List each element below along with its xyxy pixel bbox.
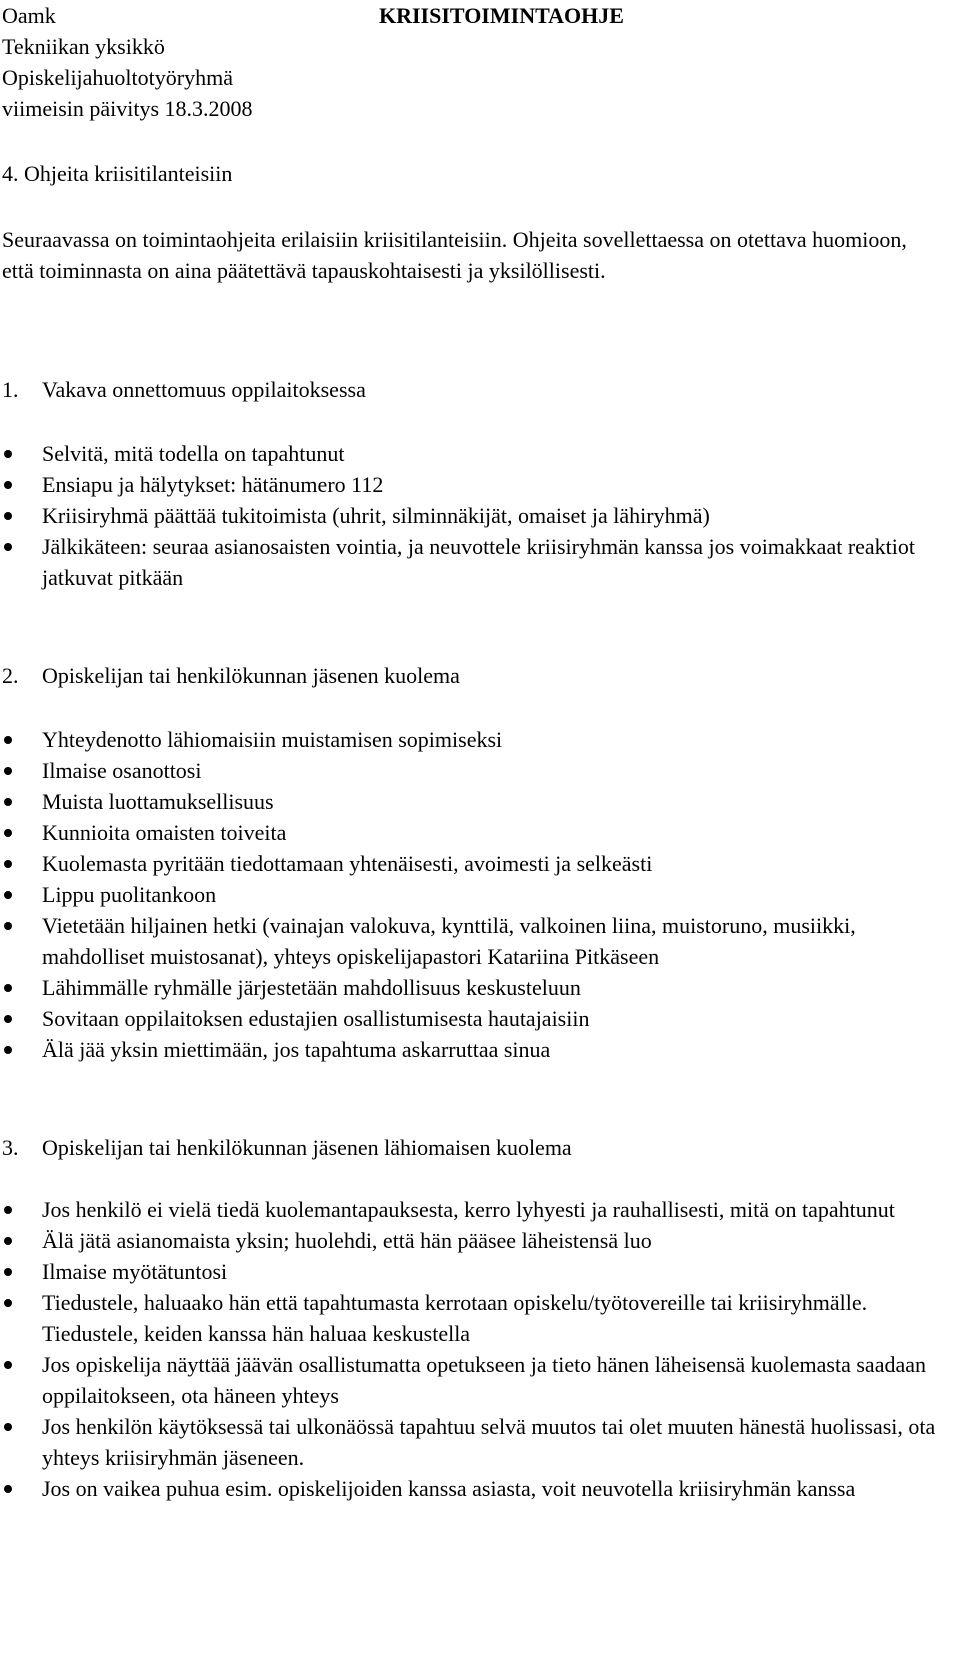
section-number: 1. xyxy=(2,377,19,402)
bullet-icon xyxy=(4,1299,12,1307)
section-title xyxy=(2,1132,572,1163)
bullet-icon xyxy=(4,767,12,775)
bullet-icon xyxy=(4,829,12,837)
list-item: Yhteydenotto lähiomaisiin muistamisen sopimiseksi xyxy=(2,724,942,755)
bullet-icon xyxy=(4,984,12,992)
document-title: KRIISITOIMINTAOHJE xyxy=(379,3,624,28)
list-item: Ilmaise osanottosi xyxy=(2,755,942,786)
org-line: Tekniikan yksikkö xyxy=(2,34,165,59)
intro-paragraph: Seuraavassa on toimintaohjeita erilaisiin kriisitilanteisiin. Ohjeita sovellettaessa on otettava huomioon, että toiminnasta on aina päätettävä tapauskohtaisesti ja yksilöllisesti. xyxy=(2,227,907,283)
document-page xyxy=(2,0,952,1653)
page-heading: 4. Ohjeita kriisitilanteisiin xyxy=(2,161,233,186)
bullet-list xyxy=(2,1194,942,1504)
bullet-list xyxy=(2,724,942,1065)
section-title xyxy=(2,660,460,691)
list-item: Älä jää yksin miettimään, jos tapahtuma askarruttaa sinua xyxy=(2,1034,942,1065)
bullet-icon xyxy=(4,1046,12,1054)
list-item: Ensiapu ja hälytykset: hätänumero 112 xyxy=(2,469,942,500)
bullet-icon xyxy=(4,1237,12,1245)
list-item: Kriisiryhmä päättää tukitoimista (uhrit, silminnäkijät, omaiset ja lähiryhmä) xyxy=(2,500,942,531)
list-item: Jos henkilön käytöksessä tai ulkonäössä tapahtuu selvä muutos tai olet muuten hänestä huolissasi, ota yhteys kriisiryhmän jäseneen. xyxy=(2,1411,942,1473)
document-header xyxy=(2,0,952,124)
list-item: Tiedustele, haluaako hän että tapahtumasta kerrotaan opiskelu/työtovereille tai kriisiryhmälle. Tiedustele, keiden kanssa hän haluaa keskustella xyxy=(2,1287,942,1349)
list-item: Kuolemasta pyritään tiedottamaan yhtenäisesti, avoimesti ja selkeästi xyxy=(2,848,942,879)
last-updated: viimeisin päivitys 18.3.2008 xyxy=(2,96,253,121)
list-item: Ilmaise myötätuntosi xyxy=(2,1256,942,1287)
bullet-icon xyxy=(4,860,12,868)
bullet-icon xyxy=(4,1485,12,1493)
list-item: Vietetään hiljainen hetki (vainajan valokuva, kynttilä, valkoinen liina, muistoruno, musiikki, mahdolliset muistosanat), yhteys opiskelijapastori Katariina Pitkäseen xyxy=(2,910,942,972)
bullet-icon xyxy=(4,798,12,806)
section-title xyxy=(2,374,366,405)
bullet-icon xyxy=(4,1268,12,1276)
bullet-icon xyxy=(4,1423,12,1431)
bullet-icon xyxy=(4,543,12,551)
list-item: Jälkikäteen: seuraa asianosaisten vointia, ja neuvottele kriisiryhmän kanssa jos voimakkaat reaktiot jatkuvat pitkään xyxy=(2,531,942,593)
bullet-icon xyxy=(4,1015,12,1023)
section-number: 3. xyxy=(2,1135,19,1160)
bullet-icon xyxy=(4,891,12,899)
list-item: Lähimmälle ryhmälle järjestetään mahdollisuus keskusteluun xyxy=(2,972,942,1003)
list-item: Sovitaan oppilaitoksen edustajien osallistumisesta hautajaisiin xyxy=(2,1003,942,1034)
list-item: Kunnioita omaisten toiveita xyxy=(2,817,942,848)
bullet-icon xyxy=(4,1206,12,1214)
list-item: Jos on vaikea puhua esim. opiskelijoiden kanssa asiasta, voit neuvotella kriisiryhmän kanssa xyxy=(2,1473,942,1504)
bullet-icon xyxy=(4,922,12,930)
bullet-icon xyxy=(4,450,12,458)
section-title-text: Opiskelijan tai henkilökunnan jäsenen lähiomaisen kuolema xyxy=(42,1135,572,1160)
bullet-icon xyxy=(4,481,12,489)
list-item: Muista luottamuksellisuus xyxy=(2,786,942,817)
list-item: Jos opiskelija näyttää jäävän osallistumatta opetukseen ja tieto hänen läheisensä kuolemasta saadaan oppilaitokseen, ota häneen yhteys xyxy=(2,1349,942,1411)
bullet-list xyxy=(2,438,942,593)
org-line: Oamk xyxy=(2,3,56,28)
bullet-icon xyxy=(4,512,12,520)
list-item: Jos henkilö ei vielä tiedä kuolemantapauksesta, kerro lyhyesti ja rauhallisesti, mitä on tapahtunut xyxy=(2,1194,942,1225)
bullet-icon xyxy=(4,736,12,744)
list-item: Älä jätä asianomaista yksin; huolehdi, että hän pääsee läheistensä luo xyxy=(2,1225,942,1256)
list-item: Lippu puolitankoon xyxy=(2,879,942,910)
org-line: Opiskelijahuoltotyöryhmä xyxy=(2,65,233,90)
section-title-text: Vakava onnettomuus oppilaitoksessa xyxy=(42,377,366,402)
section-title-text: Opiskelijan tai henkilökunnan jäsenen kuolema xyxy=(42,663,460,688)
section-number: 2. xyxy=(2,663,19,688)
list-item: Selvitä, mitä todella on tapahtunut xyxy=(2,438,942,469)
bullet-icon xyxy=(4,1361,12,1369)
